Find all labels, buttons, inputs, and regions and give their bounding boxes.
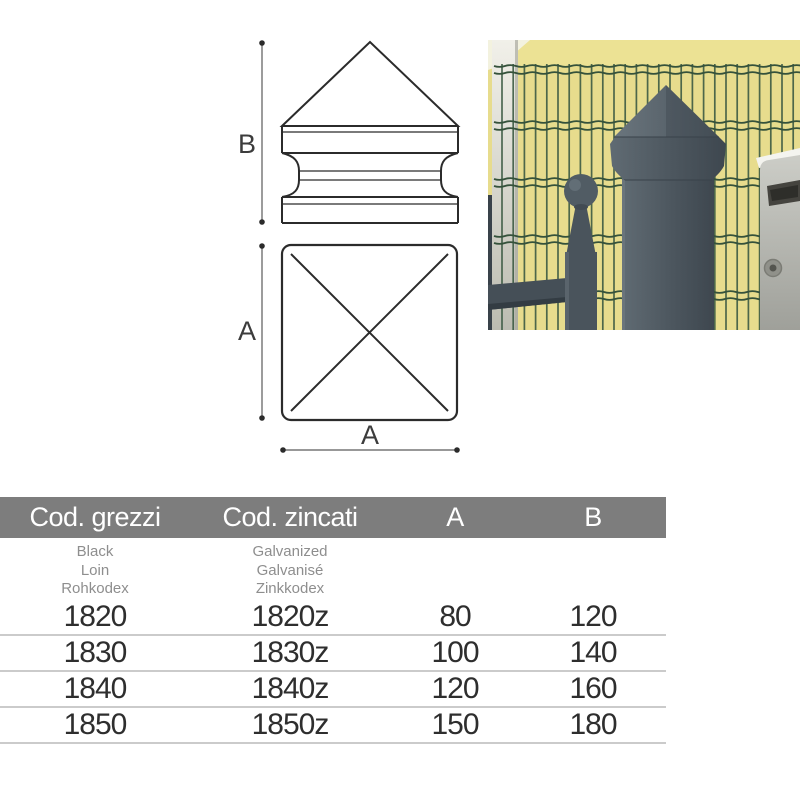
header-b: B	[584, 502, 602, 532]
dimension-a-side	[238, 243, 265, 421]
cell-b: 140	[569, 636, 617, 669]
dim-label-b: B	[237, 129, 257, 160]
table-subheader-row	[0, 540, 666, 599]
cell-b: 180	[569, 708, 617, 741]
table-row	[0, 708, 666, 744]
subheader-zincati	[190, 540, 390, 599]
top-view-drawing	[282, 245, 457, 420]
subheader-zincati-de: Zinkkodex	[255, 580, 325, 597]
cell-cod-grezzi: 1850	[63, 708, 127, 741]
ball-post	[564, 174, 598, 330]
cell-a: 100	[431, 636, 479, 669]
table-row	[0, 672, 666, 708]
header-cod-grezzi: Cod. grezzi	[29, 502, 161, 532]
cell-a: 120	[431, 672, 479, 705]
cell-cod-zincati: 1820z	[251, 600, 329, 633]
cell-cod-grezzi: 1830	[63, 636, 127, 669]
dimension-b	[238, 40, 265, 225]
header-cod-zincati: Cod. zincati	[222, 502, 358, 532]
cell-a: 150	[431, 708, 479, 741]
post-body	[622, 178, 714, 330]
table-body	[0, 600, 666, 744]
mailbox	[756, 148, 800, 330]
cell-cod-zincati: 1830z	[251, 636, 329, 669]
subheader-grezzi-de: Rohkodex	[61, 580, 129, 597]
wall-highlight	[488, 40, 800, 66]
cell-cod-zincati: 1850z	[251, 708, 329, 741]
dim-label-a-bottom: A	[360, 420, 380, 450]
ball-finial	[564, 174, 598, 208]
cell-b: 160	[569, 672, 617, 705]
dimension-a-bottom	[280, 420, 460, 453]
subheader-zincati-en: Galvanized	[252, 543, 328, 560]
subheader-grezzi	[0, 540, 190, 599]
cell-cod-grezzi: 1820	[63, 600, 127, 633]
table-row	[0, 600, 666, 636]
dim-label-a-side: A	[237, 316, 257, 347]
cell-cod-grezzi: 1840	[63, 672, 127, 705]
table-header-row	[0, 497, 666, 538]
subheader-grezzi-en: Black	[76, 543, 114, 560]
post-cap-technical-drawing	[0, 0, 480, 480]
header-a: A	[446, 502, 464, 532]
cell-b: 120	[569, 600, 617, 633]
subheader-grezzi-fr: Loin	[80, 561, 110, 579]
cell-a: 80	[439, 600, 471, 633]
table-row	[0, 636, 666, 672]
product-photo	[488, 40, 800, 330]
subheader-zincati-fr: Galvanisé	[256, 561, 324, 579]
cap-collar	[610, 137, 726, 180]
cell-cod-zincati: 1840z	[251, 672, 329, 705]
side-view-drawing	[282, 42, 458, 223]
